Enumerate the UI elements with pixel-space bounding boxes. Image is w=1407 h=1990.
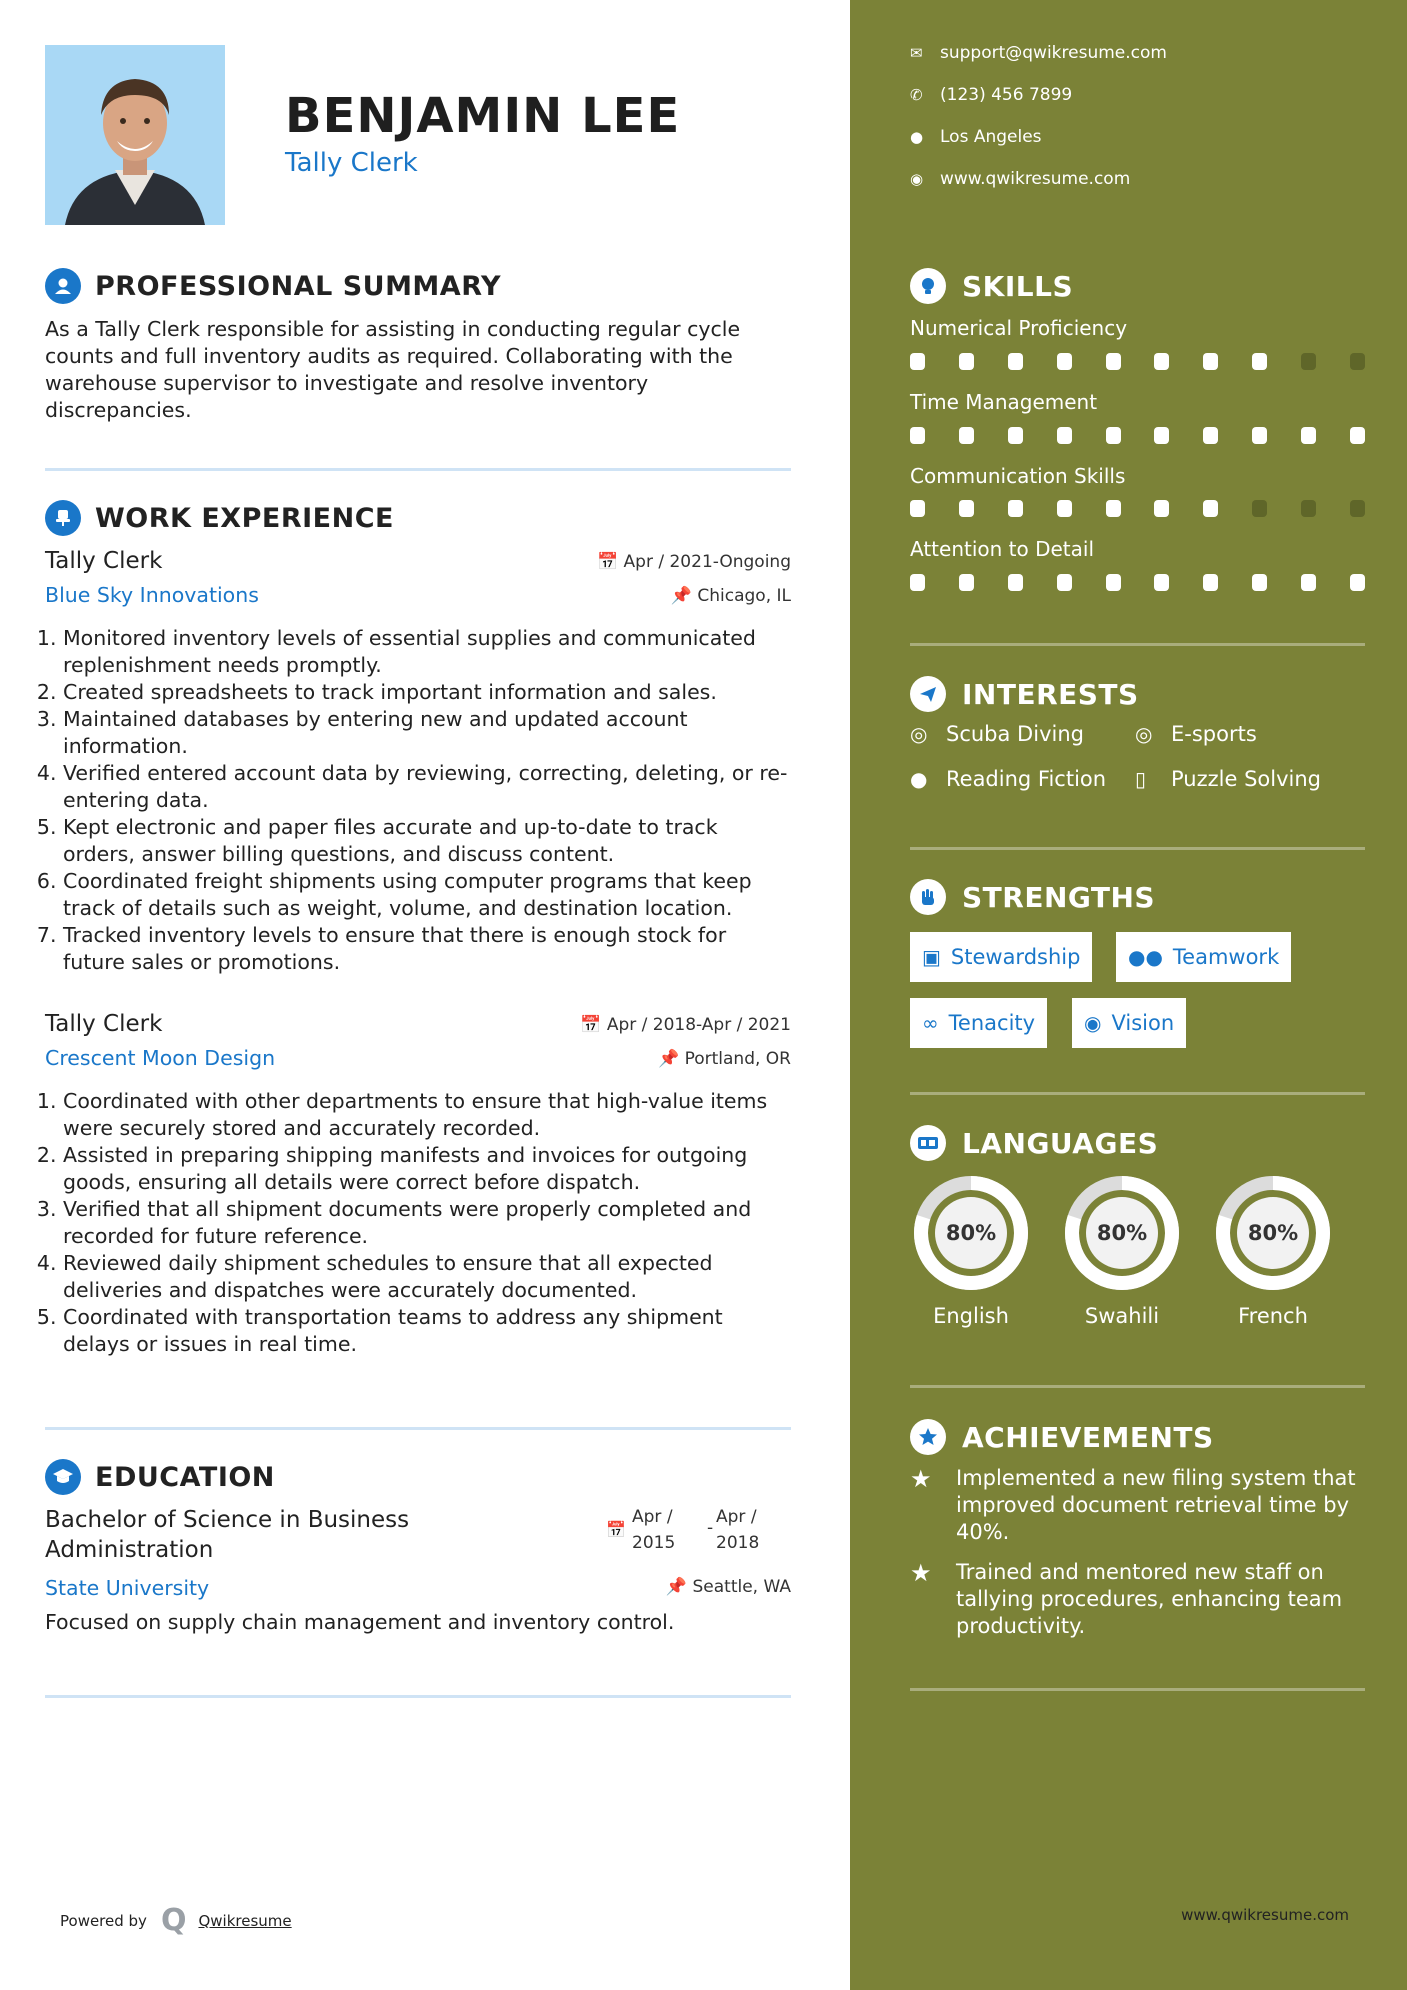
candidate-title: Tally Clerk — [285, 148, 418, 178]
star-icon — [910, 1419, 946, 1455]
skills-heading — [910, 268, 1073, 304]
interests-title: INTERESTS — [962, 677, 1139, 711]
calendar-icon: 📅 — [596, 552, 624, 572]
list-item: 2. Created spreadsheets to track important information and sales. — [63, 679, 791, 706]
language-item — [1061, 1172, 1183, 1328]
skill-dot — [1350, 353, 1365, 370]
skill-dot — [1301, 427, 1316, 444]
language-ring — [1212, 1172, 1334, 1294]
skill-dot — [1057, 353, 1072, 370]
list-item: 7. Tracked inventory levels to ensure that there is enough stock for future sales or promotions. — [63, 922, 791, 976]
profile-photo — [45, 45, 225, 225]
skill-dot — [1252, 500, 1267, 517]
school-name: State University — [45, 1576, 210, 1600]
skill-name: Numerical Proficiency — [910, 316, 1128, 340]
skill-dot — [1301, 500, 1316, 517]
pin-icon: 📌 — [670, 586, 698, 606]
lifebuoy-icon: ◎ — [910, 722, 928, 746]
interest-item: ● Reading Fiction — [910, 767, 1107, 791]
experience-title: WORK EXPERIENCE — [95, 502, 394, 534]
list-item: 3. Maintained databases by entering new and updated account information. — [63, 706, 791, 760]
skill-dot — [959, 353, 974, 370]
skill-dot — [1106, 500, 1121, 517]
experience-heading — [45, 500, 394, 536]
list-item: 5. Coordinated with transportation teams to address any shipment delays or issues in real time. — [63, 1304, 791, 1358]
skill-dot — [1008, 353, 1023, 370]
skill-dot — [1203, 500, 1218, 517]
job-title: Tally Clerk — [45, 548, 163, 574]
summary-heading — [45, 268, 501, 304]
language-name: French — [1238, 1304, 1308, 1328]
divider — [910, 1688, 1365, 1691]
skill-dot — [1057, 500, 1072, 517]
divider — [910, 847, 1365, 850]
skill-dot — [1008, 427, 1023, 444]
strength-badge: ●● Teamwork — [1116, 932, 1291, 982]
divider — [45, 1427, 791, 1430]
link-icon: ∞ — [922, 1011, 939, 1035]
language-percent: 80% — [1247, 1221, 1299, 1245]
skill-dot — [1057, 574, 1072, 591]
strengths-heading — [910, 879, 1155, 915]
binoculars-icon: ◉ — [1084, 1011, 1102, 1035]
chair-icon — [45, 500, 81, 536]
graduation-cap-icon — [45, 1459, 81, 1495]
map-pin-icon: ● — [910, 128, 924, 146]
education-heading — [45, 1459, 275, 1495]
language-name: Swahili — [1084, 1304, 1160, 1328]
achievements-title: ACHIEVEMENTS — [962, 1420, 1214, 1454]
user-icon — [45, 268, 81, 304]
education-description: Focused on supply chain management and inventory control. — [45, 1610, 675, 1634]
languages-heading — [910, 1125, 1158, 1161]
paper-plane-icon — [910, 676, 946, 712]
job-company: Crescent Moon Design — [45, 1046, 276, 1070]
shooting-star-icon: ★ — [910, 1465, 932, 1493]
language-ring — [1061, 1172, 1183, 1294]
pin-icon: 📌 — [665, 1577, 693, 1597]
skill-meter — [910, 427, 1365, 444]
globe-icon: ◉ — [910, 170, 924, 188]
degree-title: Bachelor of Science in Business Administration — [45, 1507, 410, 1563]
skill-dot — [1106, 353, 1121, 370]
skill-dot — [910, 500, 925, 517]
job-date: 📅 Apr / 2018-Apr / 2021 — [580, 1015, 791, 1035]
language-item — [1212, 1172, 1334, 1328]
summary-text: As a Tally Clerk responsible for assisting in conducting regular cycle counts and full inventory audits as required. Collaborating with the warehouse supervisor to investigate and resolve inventory discrepancies. — [45, 317, 741, 422]
interests-heading — [910, 676, 1139, 712]
hand-icon — [910, 879, 946, 915]
lifebuoy-icon: ◎ — [1135, 722, 1153, 746]
skill-dot — [1301, 574, 1316, 591]
skill-name: Time Management — [910, 390, 1098, 414]
skill-dot — [910, 574, 925, 591]
language-ring — [910, 1172, 1032, 1294]
skill-dot — [1350, 427, 1365, 444]
job-entry — [45, 548, 791, 976]
skill-dot — [959, 574, 974, 591]
job-location: 📌 Portland, OR — [658, 1049, 791, 1069]
sidebar — [850, 0, 1407, 1990]
powered-by: Powered by Q Qwikresume — [60, 1903, 292, 1938]
qwikresume-logo-icon: Q — [160, 1903, 187, 1938]
skill-dot — [1350, 500, 1365, 517]
skill-dot — [1057, 427, 1072, 444]
list-item: 4. Verified entered account data by reviewing, correcting, deleting, or re-entering data. — [63, 760, 791, 814]
contact-website[interactable]: ◉ www.qwikresume.com — [910, 169, 1131, 189]
skill-dot — [1106, 574, 1121, 591]
education-title: EDUCATION — [95, 1461, 275, 1493]
language-icon — [910, 1125, 946, 1161]
skill-dot — [1008, 500, 1023, 517]
achievements-heading — [910, 1419, 1214, 1455]
skill-dot — [1154, 427, 1169, 444]
languages-title: LANGUAGES — [962, 1126, 1159, 1160]
calendar-icon: 📅 — [606, 1520, 626, 1539]
skill-dot — [959, 427, 974, 444]
candidate-name: BENJAMIN LEE — [285, 88, 681, 144]
skill-dot — [1154, 353, 1169, 370]
skills-title: SKILLS — [962, 269, 1074, 303]
skill-dot — [1203, 353, 1218, 370]
job-bullets — [45, 1088, 791, 1358]
education-location: 📌 Seattle, WA — [665, 1577, 791, 1597]
language-percent: 80% — [1096, 1221, 1148, 1245]
list-item: 2. Assisted in preparing shipping manifests and invoices for outgoing goods, ensuring all details were correct before dispatch. — [63, 1142, 791, 1196]
skill-name: Communication Skills — [910, 464, 1126, 488]
education-start-date: Apr / 2015 — [632, 1507, 676, 1553]
book-icon: ▯ — [1135, 767, 1147, 791]
job-title: Tally Clerk — [45, 1011, 163, 1037]
qwikresume-link[interactable]: Qwikresume — [198, 1911, 292, 1930]
skill-dot — [1154, 574, 1169, 591]
list-item: 5. Kept electronic and paper files accurate and up-to-date to track orders, answer billing questions, and discuss content. — [63, 814, 791, 868]
education-end-date: Apr / 2018 — [716, 1507, 760, 1553]
skill-dot — [1350, 574, 1365, 591]
skill-dot — [1252, 427, 1267, 444]
strength-badge: ∞ Tenacity — [910, 998, 1047, 1048]
list-item: 4. Reviewed daily shipment schedules to ensure that all expected deliveries and dispatches were accurately documented. — [63, 1250, 791, 1304]
skill-dot — [1252, 353, 1267, 370]
lightbulb-icon — [910, 268, 946, 304]
briefcase-icon: ▣ — [922, 945, 941, 969]
divider — [45, 468, 791, 471]
contact-email[interactable]: ✉ support@qwikresume.com — [910, 43, 1167, 63]
contact-phone[interactable]: ✆ (123) 456 7899 — [910, 85, 1073, 105]
skill-dot — [1154, 500, 1169, 517]
list-item: 1. Monitored inventory levels of essential supplies and communicated replenishment needs promptly. — [63, 625, 791, 679]
skill-meter — [910, 500, 1365, 517]
footer-website[interactable]: www.qwikresume.com — [1181, 1906, 1349, 1924]
job-entry — [45, 1011, 791, 1358]
list-item: 6. Coordinated freight shipments using computer programs that keep track of details such as weight, volume, and destination location. — [63, 868, 791, 922]
envelope-icon: ✉ — [910, 44, 923, 62]
language-item — [910, 1172, 1032, 1328]
skill-dot — [1203, 574, 1218, 591]
skill-dot — [910, 427, 925, 444]
interest-item: ◎ E-sports — [1135, 722, 1257, 746]
contact-location: ● Los Angeles — [910, 127, 1042, 147]
divider — [910, 643, 1365, 646]
divider — [910, 1385, 1365, 1388]
skill-dot — [910, 353, 925, 370]
skill-name: Attention to Detail — [910, 537, 1095, 561]
language-name: English — [933, 1304, 1009, 1328]
skill-dot — [1106, 427, 1121, 444]
skill-dot — [1301, 353, 1316, 370]
job-bullets — [45, 625, 791, 976]
summary-title: PROFESSIONAL SUMMARY — [95, 270, 502, 302]
skill-dot — [1008, 574, 1023, 591]
skill-meter — [910, 353, 1365, 370]
pin-icon: 📌 — [658, 1049, 685, 1069]
job-location: 📌 Chicago, IL — [670, 586, 791, 606]
strength-badge: ▣ Stewardship — [910, 932, 1092, 982]
gamepad-icon: ● — [910, 767, 928, 791]
job-company: Blue Sky Innovations — [45, 583, 259, 607]
list-item: 1. Coordinated with other departments to ensure that high-value items were securely stored and accurately recorded. — [63, 1088, 791, 1142]
calendar-icon: 📅 — [580, 1015, 607, 1035]
job-date: 📅 Apr / 2021-Ongoing — [596, 552, 791, 572]
achievement-item: ★ Trained and mentored new staff on tallying procedures, enhancing team productivity. — [910, 1559, 1343, 1638]
language-percent: 80% — [945, 1221, 997, 1245]
interest-item: ▯ Puzzle Solving — [1135, 767, 1321, 791]
divider — [45, 1695, 791, 1698]
skill-meter — [910, 574, 1365, 591]
skill-dot — [1252, 574, 1267, 591]
list-item: 3. Verified that all shipment documents were properly completed and recorded for future reference. — [63, 1196, 791, 1250]
divider — [910, 1092, 1365, 1095]
interest-item: ◎ Scuba Diving — [910, 722, 1084, 746]
skill-dot — [959, 500, 974, 517]
achievement-item: ★ Implemented a new filing system that improved document retrieval time by 40%. — [910, 1465, 1356, 1544]
phone-icon: ✆ — [910, 86, 923, 104]
date-separator: - — [707, 1518, 714, 1538]
users-icon: ●● — [1128, 945, 1163, 969]
strength-badge: ◉ Vision — [1072, 998, 1186, 1048]
shooting-star-icon: ★ — [910, 1559, 932, 1587]
skill-dot — [1203, 427, 1218, 444]
strengths-title: STRENGTHS — [962, 880, 1156, 914]
